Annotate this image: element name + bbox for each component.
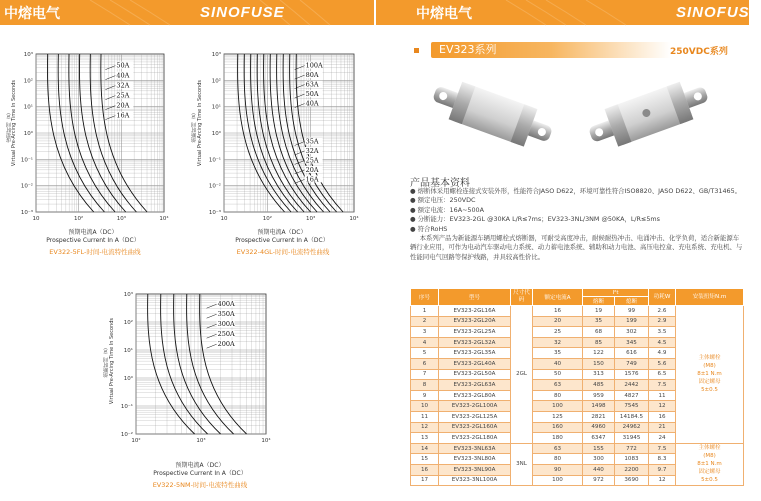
x-axis-label-cn: 预期电流A（DC） [257,229,307,236]
y-tick-label: 10³ [123,292,133,298]
cell-power: 9.7 [649,464,676,475]
x-tick-label: 10 [32,216,40,222]
cell-clearing-i2t: 7545 [615,401,649,412]
x-tick-label: 10⁴ [349,216,359,222]
y-tick-label: 10⁻² [20,183,33,190]
cell-melting-i2t: 1498 [583,401,615,412]
cell-no: 13 [411,433,439,444]
cell-rated-current: 90 [533,464,583,475]
rating-label: 200A [217,340,235,349]
cell-rated-current: 80 [533,454,583,465]
cell-power: 4.9 [649,348,676,359]
cell-power: 3.5 [649,327,676,338]
series-voltage: 250VDC系列 [670,47,728,57]
cell-clearing-i2t: 24962 [615,422,649,433]
cell-no: 6 [411,358,439,369]
spec-table [410,288,744,486]
cell-no: 5 [411,348,439,359]
chart-ev322-4gl [198,44,368,234]
rating-label: 16A [305,175,319,184]
y-tick-label: 10¹ [123,348,133,354]
cell-no: 11 [411,411,439,422]
y-tick-label: 10² [23,78,33,85]
series-name: EV323系列 [431,42,671,58]
brand-name-en: SINOFUSE [200,4,285,21]
cell-power: 7.5 [649,380,676,391]
cell-rated-current: 160 [533,422,583,433]
cell-clearing-i2t: 199 [615,316,649,327]
cell-model: EV323-2GL20A [439,316,511,327]
col-header-size: 尺寸代码 [511,289,533,306]
cell-melting-i2t: 35 [583,316,615,327]
cell-size: 3NL [511,443,533,485]
cell-rated-current: 125 [533,411,583,422]
product-info [410,187,745,262]
cell-rated-current: 20 [533,316,583,327]
cell-clearing-i2t: 1083 [615,454,649,465]
cell-no: 7 [411,369,439,380]
chart-ev322-5fl [8,44,178,234]
cell-power: 11 [649,390,676,401]
rating-label: 300A [217,320,235,329]
cell-power: 24 [649,433,676,444]
col-header-torque: 安装扭矩N.m [676,289,744,306]
info-line: ● 符合RoHS [410,224,448,233]
section-title-product-info: 产品基本资料 [410,178,470,189]
cell-clearing-i2t: 345 [615,337,649,348]
cell-no: 16 [411,464,439,475]
chart-caption: EV322-4GL-时间-电流特性曲线 [236,248,330,256]
rating-label: 32A [305,146,319,155]
cell-size: 2GL [511,306,533,444]
cell-no: 1 [411,306,439,317]
time-current-curve-5nm [110,288,285,448]
rating-label: 35A [305,137,319,146]
cell-clearing-i2t: 14184.5 [615,411,649,422]
cell-power: 6.5 [649,369,676,380]
cell-melting-i2t: 485 [583,380,615,391]
cell-melting-i2t: 313 [583,369,615,380]
y-axis-label-en: Virtual Pre-Arcing Time In Seconds [109,318,115,405]
y-tick-label: 10⁻¹ [208,157,221,164]
rating-label: 100A [305,61,323,70]
rating-label: 25A [305,156,319,165]
x-axis-label-cn: 预期电流A（DC） [175,462,225,469]
cell-torque: 主体螺栓 (M8) 8±1 N.m 固定螺母 5±0.5 [676,306,744,444]
cell-no: 10 [411,401,439,412]
y-tick-label: 10⁻³ [208,210,221,216]
cell-model: EV323-2GL35A [439,348,511,359]
cell-rated-current: 80 [533,390,583,401]
cell-model: EV323-3NL90A [439,464,511,475]
x-tick-label: 10 [220,216,228,222]
x-tick-label: 10² [262,216,272,222]
cell-no: 3 [411,327,439,338]
cell-rated-current: 100 [533,401,583,412]
cell-clearing-i2t: 31945 [615,433,649,444]
cell-melting-i2t: 440 [583,464,615,475]
x-tick-label: 10² [131,438,141,444]
y-tick-label: 10⁻² [120,432,133,438]
info-line: ● 额定电压：250VDC [410,196,476,205]
cell-model: EV323-2GL160A [439,422,511,433]
y-tick-label: 10¹ [211,104,221,111]
cell-no: 9 [411,390,439,401]
cell-clearing-i2t: 302 [615,327,649,338]
cell-no: 17 [411,475,439,486]
rating-label: 63A [305,80,319,89]
cell-model: EV323-3NL80A [439,454,511,465]
rating-label: 350A [217,310,235,319]
cell-model: EV323-2GL40A [439,358,511,369]
col-header-clearing: 熄断 [615,297,649,306]
cell-clearing-i2t: 772 [615,443,649,454]
info-paragraph: 本系列产品为新能源车辆用螺栓式熔断器，可耐受高度冲击，耐候耐热冲击、电涌冲击、化学负荷，适合新能源车辆行业应用，可作为电动汽车驱动电力系统、动力蓄电池系统、辅助和动力电池、高压电控盒、充电系统、充电机、与性能同电气回路等保护线路，并具较高性价比。 [410,234,743,261]
cell-rated-current: 32 [533,337,583,348]
cell-melting-i2t: 2821 [583,411,615,422]
col-header-no: 序号 [411,289,439,306]
series-title [414,42,728,58]
cell-no: 4 [411,337,439,348]
cell-power: 21 [649,422,676,433]
y-tick-label: 10⁰ [211,131,221,137]
cell-model: EV323-2GL100A [439,401,511,412]
time-current-curve-4gl [198,44,368,234]
cell-rated-current: 180 [533,433,583,444]
cell-clearing-i2t: 616 [615,348,649,359]
cell-rated-current: 63 [533,380,583,391]
brand-name-cn: 中熔电气 [4,5,60,22]
cell-rated-current: 25 [533,327,583,338]
cell-model: EV323-2GL32A [439,337,511,348]
rating-label: 50A [305,90,319,99]
y-tick-label: 10⁻² [208,183,221,190]
rating-label: 40A [305,99,319,108]
y-tick-label: 10⁻¹ [20,157,33,164]
y-tick-label: 10² [123,320,133,326]
cell-melting-i2t: 959 [583,390,615,401]
rating-label: 80A [305,71,319,80]
cell-torque: 主体螺栓 (M8) 8±1 N.m 固定螺母 5±0.5 [676,443,744,485]
y-axis-label-cn: 熔断时间（s） [191,110,197,143]
cell-model: EV323-3NL100A [439,475,511,486]
cell-rated-current: 63 [533,443,583,454]
y-tick-label: 10⁻³ [20,210,33,216]
cell-model: EV323-2GL180A [439,433,511,444]
rating-label: 20A [305,165,319,174]
cell-model: EV323-3NL63A [439,443,511,454]
col-header-melting: 熔断 [583,297,615,306]
rating-label: 20A [116,101,130,110]
cell-rated-current: 40 [533,358,583,369]
x-tick-label: 10⁴ [261,438,271,444]
x-tick-label: 10³ [306,216,316,222]
fuse-product-image-2 [588,72,713,162]
cell-rated-current: 35 [533,348,583,359]
cell-clearing-i2t: 1576 [615,369,649,380]
cell-clearing-i2t: 2442 [615,380,649,391]
x-tick-label: 10⁴ [159,216,169,222]
y-axis-label-en: Virtual Pre-Arcing Time In Seconds [11,80,17,167]
y-axis-label-cn: 熔断时间（s） [103,345,109,378]
cell-model: EV323-2GL63A [439,380,511,391]
x-axis-label-cn: 预期电流A（DC） [68,229,118,236]
info-line: ● 分断能力：EV323-2GL @30KA L/R≤7ms；EV323-3NL/3NM @50KA，L/R≤5ms [410,215,660,224]
cell-power: 7.5 [649,443,676,454]
cell-rated-current: 100 [533,475,583,486]
x-tick-label: 10³ [116,216,126,222]
cell-no: 2 [411,316,439,327]
y-axis-label-cn: 虚拟时间（s） [6,110,12,143]
cell-melting-i2t: 4960 [583,422,615,433]
page-header-right [376,0,761,25]
cell-power: 8.3 [649,454,676,465]
cell-no: 12 [411,422,439,433]
cell-model: EV323-2GL25A [439,327,511,338]
bullet-square-icon [414,48,419,53]
rating-label: 250A [217,330,235,339]
y-tick-label: 10⁰ [123,376,133,382]
cell-melting-i2t: 972 [583,475,615,486]
col-header-i2t: I²t [583,289,649,297]
y-tick-label: 10¹ [23,104,33,111]
fuse-product-image-1 [430,72,555,162]
cell-model: EV323-2GL80A [439,390,511,401]
x-axis-label-en: Prospective Current In A（DC） [235,237,329,244]
cell-power: 2.9 [649,316,676,327]
cell-melting-i2t: 155 [583,443,615,454]
cell-no: 15 [411,454,439,465]
time-current-curve-5fl [8,44,178,234]
x-axis-label-en: Prospective Current In A（DC） [46,237,140,244]
y-tick-label: 10⁰ [23,131,33,137]
page-header-left [0,0,374,25]
cell-clearing-i2t: 749 [615,358,649,369]
cell-model: EV323-2GL16A [439,306,511,317]
x-axis-label-en: Prospective Current In A（DC） [153,470,247,477]
cell-clearing-i2t: 99 [615,306,649,317]
y-tick-label: 10² [211,78,221,85]
brand-name-cn: 中熔电气 [416,5,472,22]
brand-name-en: SINOFUSE [676,4,761,21]
col-header-power: 功耗W [649,289,676,306]
cell-melting-i2t: 68 [583,327,615,338]
cell-melting-i2t: 150 [583,358,615,369]
cell-model: EV323-2GL125A [439,411,511,422]
rating-label: 32A [116,81,130,90]
cell-no: 8 [411,380,439,391]
cell-melting-i2t: 85 [583,337,615,348]
table-row [411,443,744,454]
rating-label: 40A [116,71,130,80]
info-line: ● 额定电流：16A~500A [410,205,484,214]
rating-label: 400A [217,300,235,309]
rating-label: 25A [116,91,130,100]
cell-model: EV323-2GL50A [439,369,511,380]
cell-melting-i2t: 122 [583,348,615,359]
cell-rated-current: 16 [533,306,583,317]
cell-power: 2.6 [649,306,676,317]
x-tick-label: 10² [74,216,84,222]
cell-clearing-i2t: 3690 [615,475,649,486]
y-axis-label-en: Virtual Pre-Arcing Time In Seconds [197,80,203,167]
col-header-rated-current: 额定电流A [533,289,583,306]
col-header-model: 型号 [439,289,511,306]
y-tick-label: 10³ [211,52,221,58]
cell-clearing-i2t: 4827 [615,390,649,401]
cell-power: 16 [649,411,676,422]
chart-caption: EV322-5FL-时间-电流特性曲线 [49,248,141,256]
cell-power: 12 [649,475,676,486]
cell-power: 4.5 [649,337,676,348]
cell-power: 5.6 [649,358,676,369]
cell-no: 14 [411,443,439,454]
cell-clearing-i2t: 2200 [615,464,649,475]
cell-melting-i2t: 6347 [583,433,615,444]
info-line: ● 熔断体采用螺栓连接式安装外形，性能符合JASO D622，环境可靠性符合ISO8820、JASO D622、GB/T31465。 [410,187,742,195]
cell-rated-current: 50 [533,369,583,380]
cell-melting-i2t: 19 [583,306,615,317]
table-row [411,306,744,317]
y-tick-label: 10⁻¹ [120,404,133,410]
rating-label: 50A [116,61,130,70]
chart-caption: EV322-5NM-时间-电流特性曲线 [152,481,248,489]
rating-label: 16A [116,111,130,120]
y-tick-label: 10³ [23,52,33,58]
cell-power: 12 [649,401,676,412]
cell-melting-i2t: 300 [583,454,615,465]
x-tick-label: 10³ [196,438,206,444]
chart-ev322-5nm [110,288,285,448]
